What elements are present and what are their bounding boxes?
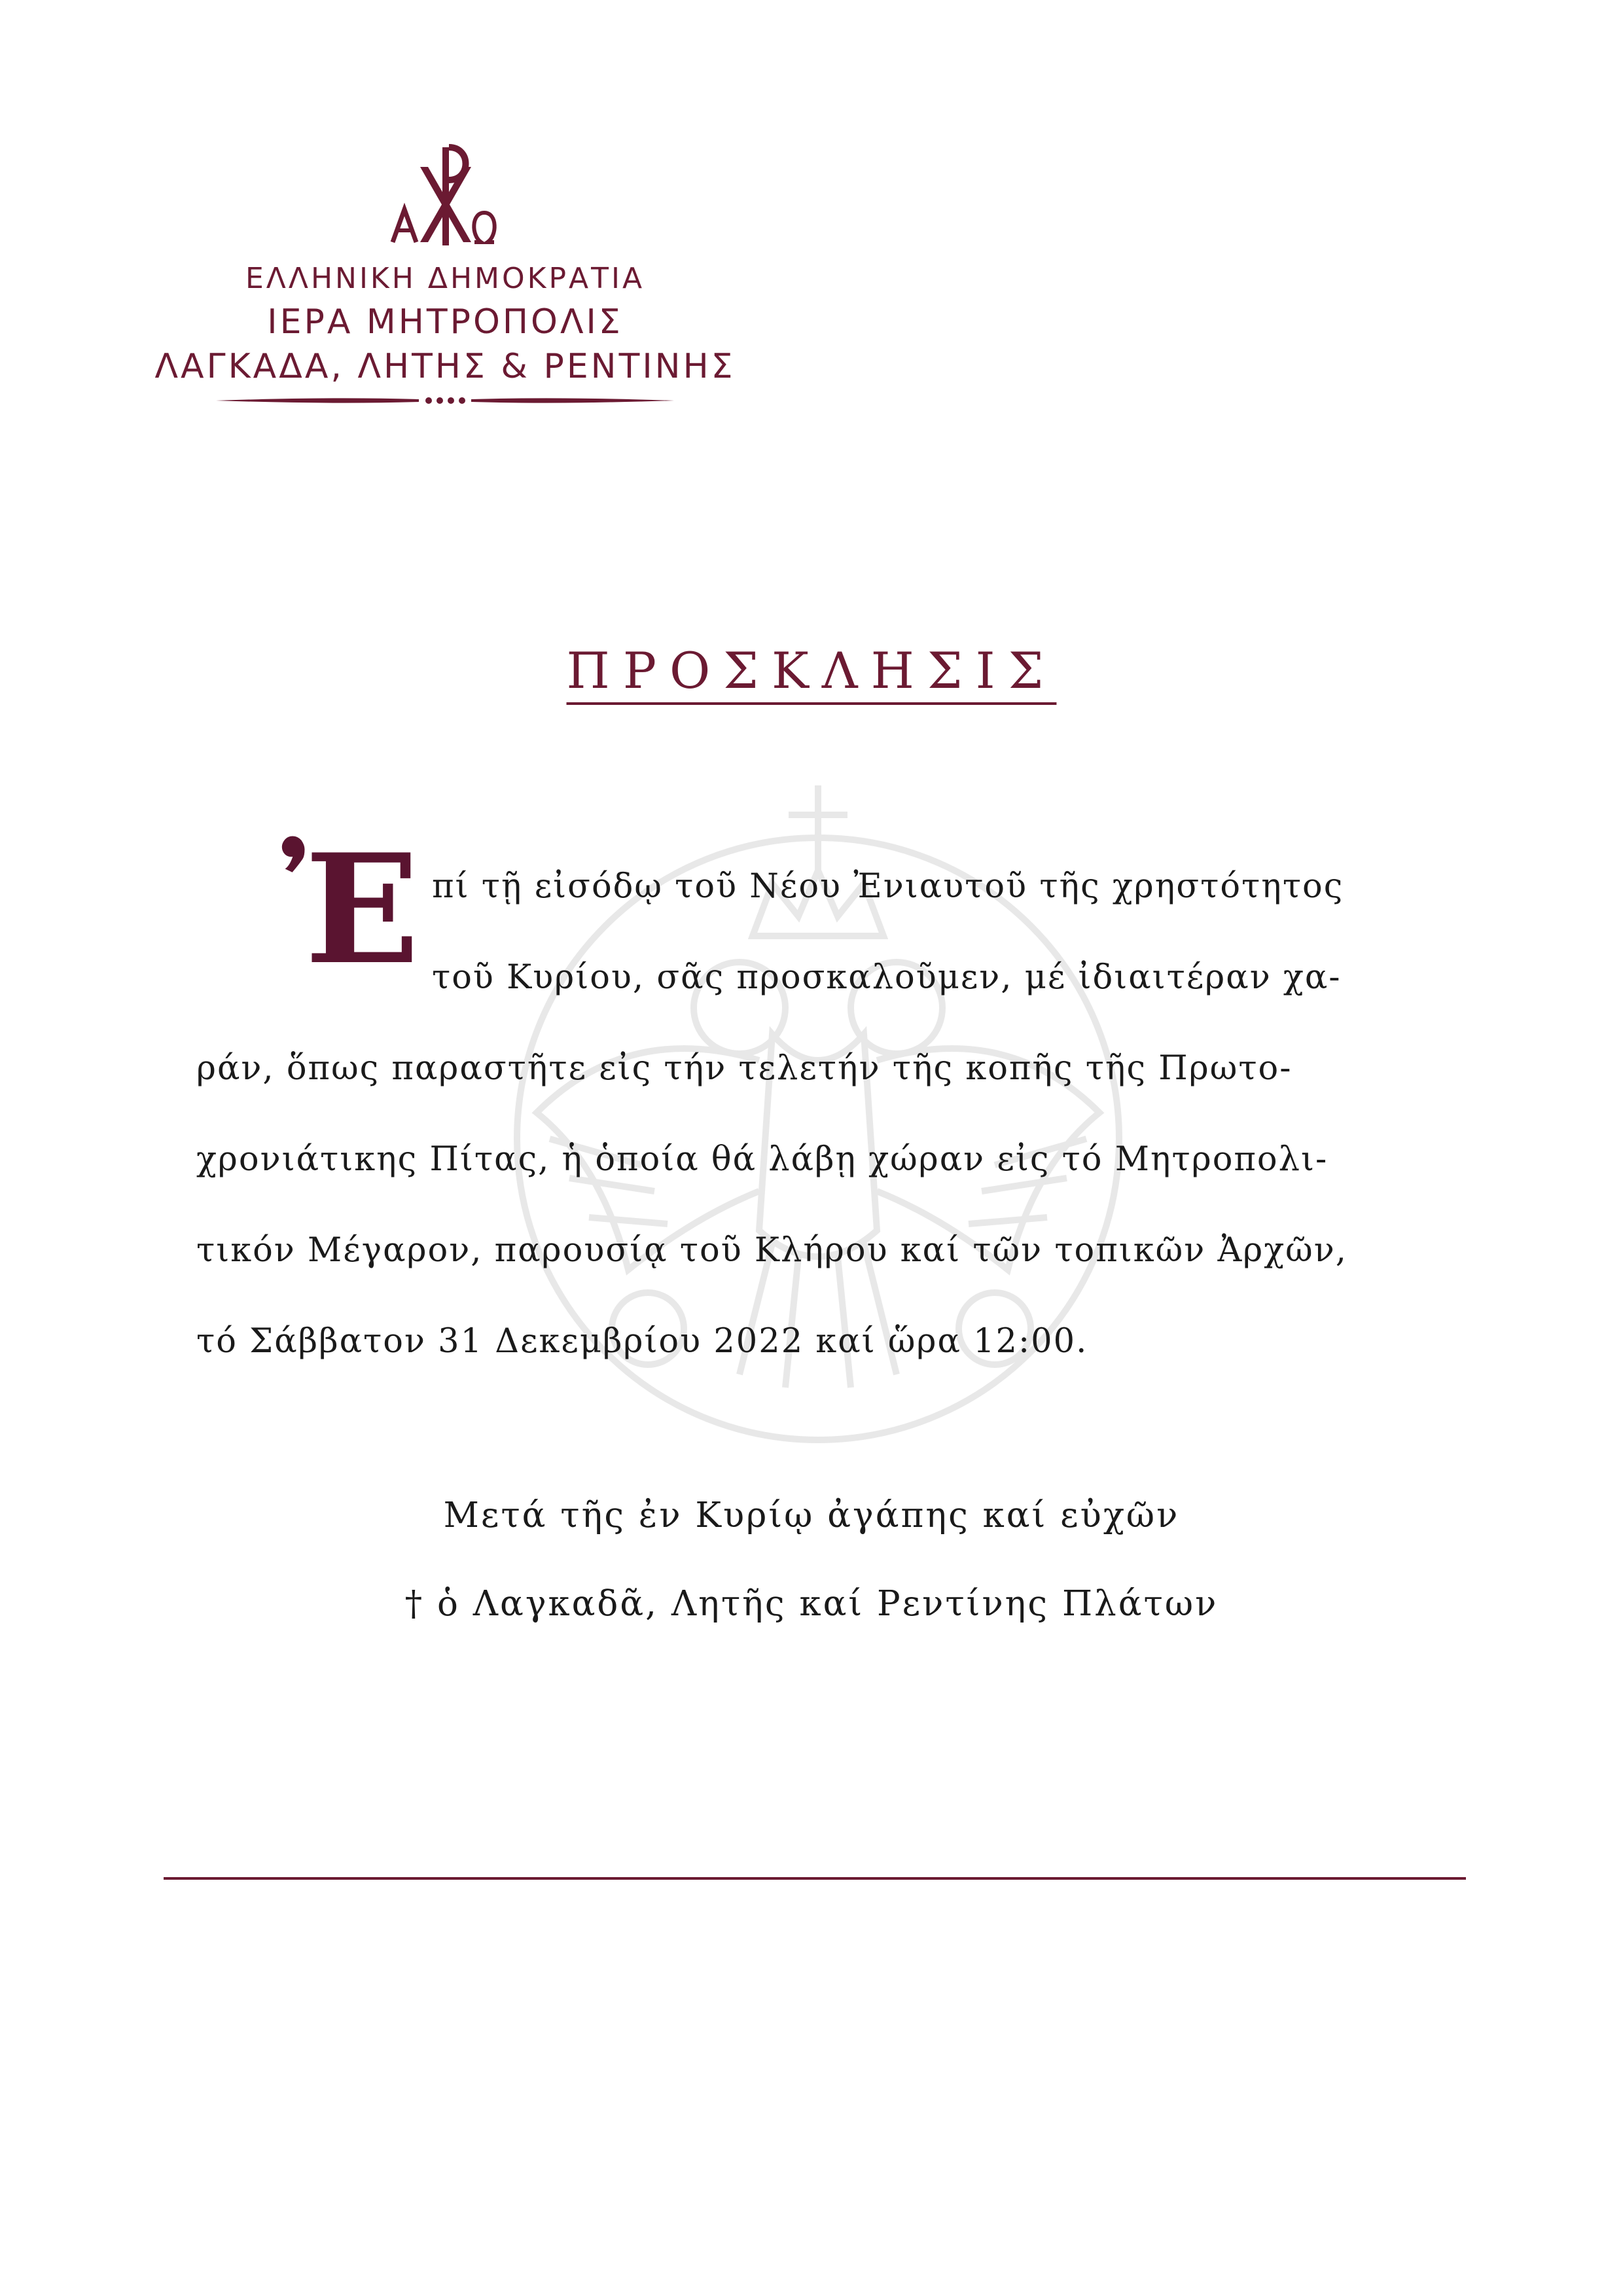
body-line: τικόν Μέγαρον, παρουσίᾳ τοῦ Κλήρου καί τῶν τοπικῶν Ἀρχῶν, — [196, 1231, 1347, 1270]
body-line: ράν, ὅπως παραστῆτε εἰς τήν τελετήν τῆς κοπῆς τῆς Πρωτο- — [196, 1049, 1293, 1088]
body-line: πί τῇ εἰσόδῳ τοῦ Νέου Ἐνιαυτοῦ τῆς χρηστότητος — [432, 867, 1344, 906]
chi-rho-alpha-omega-icon — [380, 144, 510, 255]
signature-line: † ὁ Λαγκαδᾶ, Λητῆς καί Ρεντίνης Πλάτων — [404, 1584, 1219, 1624]
letterhead — [131, 131, 759, 419]
letterhead-diocese: ΛΑΓΚΑΔΑ, ΛΗΤΗΣ & ΡΕΝΤΙΝΗΣ — [154, 347, 736, 386]
page-title: ΠΡΟΣΚΛΗΣΙΣ — [566, 641, 1057, 700]
body-line: χρονιάτικης Πίτας, ἡ ὁποία θά λάβῃ χώραν εἰς τό Μητροπολι- — [196, 1140, 1329, 1179]
body-line: τοῦ Κυρίου, σᾶς προσκαλοῦμεν, μέ ἰδιαιτέραν χα- — [432, 958, 1342, 997]
drop-cap: Ἐ — [281, 821, 421, 998]
letterhead-country: ΕΛΛΗΝΙΚΗ ΔΗΜΟΚΡΑΤΙΑ — [245, 262, 645, 295]
footer-divider — [164, 1877, 1466, 1880]
closing-salutation: Μετά τῆς ἐν Κυρίῳ ἀγάπης καί εὐχῶν — [443, 1496, 1180, 1535]
letterhead-institution: ΙΕΡΑ ΜΗΤΡΟΠΟΛΙΣ — [267, 302, 623, 342]
body-line: τό Σάββατον 31 Δεκεμβρίου 2022 καί ὥρα 12:00. — [196, 1322, 1088, 1361]
ornament-divider — [216, 393, 674, 408]
